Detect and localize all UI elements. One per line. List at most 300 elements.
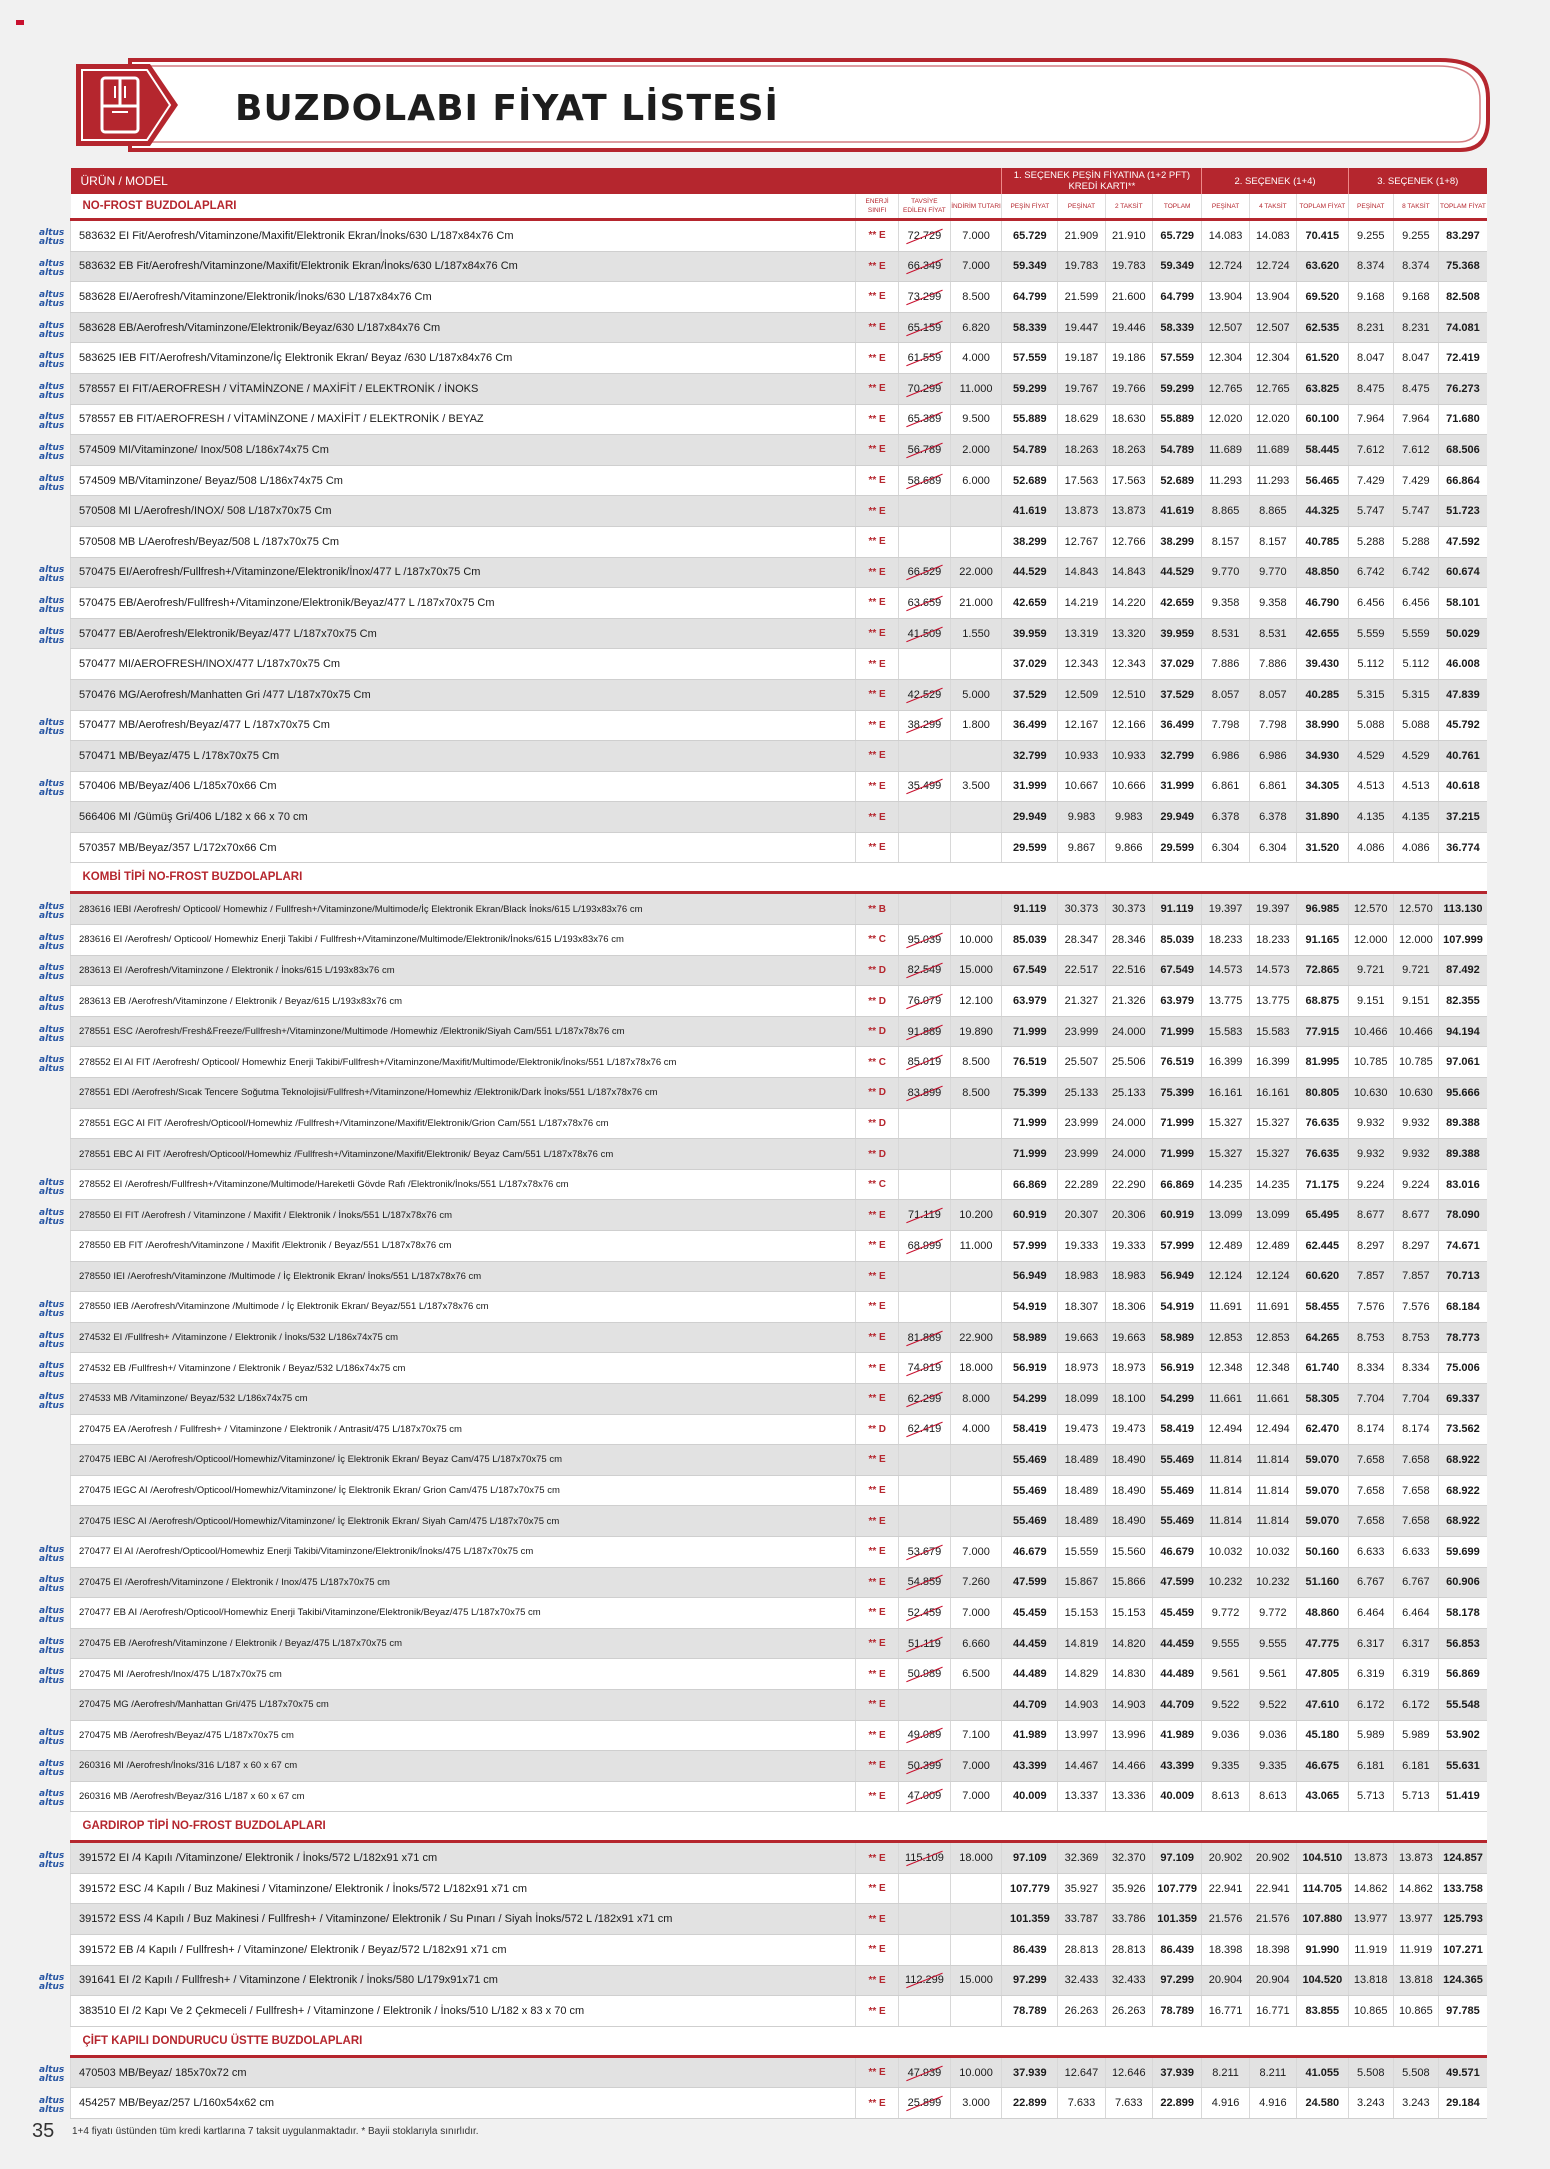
t1-cell: 24.000 [1105, 1139, 1152, 1170]
t1-cell: 18.983 [1105, 1261, 1152, 1292]
model-cell: 278551 EGC AI FIT /Aerofresh/Opticool/Homewhiz /Fullfresh+/Vitaminzone/Maxifit/Elektronik/Grion Cam/551 L/187x78x76 cm [71, 1108, 856, 1139]
p2-cell: 14.573 [1202, 955, 1249, 986]
pesin-cell: 97.299 [1002, 1965, 1058, 1996]
pesin-cell: 31.999 [1002, 771, 1058, 802]
indirim-cell: 19.890 [950, 1016, 1002, 1047]
option1-header: 1. SEÇENEK PEŞİN FİYATINA (1+2 PFT) KREDİ KARTI** [1002, 168, 1202, 194]
tavsiye-cell: 58.689 [899, 465, 951, 496]
table-row [71, 373, 1488, 404]
energy-cell: ** E [856, 1506, 899, 1537]
energy-cell: ** E [856, 1935, 899, 1966]
model-cell: 270475 IEGC AI /Aerofresh/Opticool/Homewhiz/Vitaminzone/ İç Elektronik Ekran/ Grion Cam/475 L/187x70x75 cm [71, 1475, 856, 1506]
t1-cell: 22.516 [1105, 955, 1152, 986]
indirim-cell [950, 496, 1002, 527]
table-row [71, 1475, 1488, 1506]
p1-cell: 7.633 [1058, 2088, 1105, 2119]
top3-cell: 76.273 [1438, 373, 1487, 404]
t2-cell: 11.814 [1249, 1506, 1296, 1537]
top3-cell: 71.680 [1438, 404, 1487, 435]
energy-cell: ** D [856, 1139, 899, 1170]
tavsiye-cell: 47.009 [899, 1781, 951, 1812]
tavsiye-cell [899, 802, 951, 833]
svg-text:altus: altus [39, 1299, 64, 1310]
p1-cell: 30.373 [1058, 893, 1105, 925]
top1-cell: 107.779 [1152, 1873, 1201, 1904]
model-cell: 574509 MI/Vitaminzone/ Inox/508 L/186x74x75 Cm [71, 435, 856, 466]
t2-cell: 9.555 [1249, 1628, 1296, 1659]
t2-cell: 6.861 [1249, 771, 1296, 802]
t1-cell: 12.343 [1105, 649, 1152, 680]
p3-cell: 10.466 [1348, 1016, 1393, 1047]
table-row [71, 771, 1488, 802]
model-cell: 570476 MG/Aerofresh/Manhatten Gri /477 L/187x70x75 Cm [71, 679, 856, 710]
subheader-cell: TOPLAM [1152, 194, 1201, 220]
energy-cell: ** E [856, 1996, 899, 2027]
t2-cell: 8.613 [1249, 1781, 1296, 1812]
top2-cell: 60.100 [1297, 404, 1349, 435]
table-row [71, 1720, 1488, 1751]
p3-cell: 6.456 [1348, 588, 1393, 619]
indirim-cell: 21.000 [950, 588, 1002, 619]
energy-cell: ** E [856, 404, 899, 435]
top3-cell: 82.508 [1438, 282, 1487, 313]
tavsiye-cell [899, 1108, 951, 1139]
top2-cell: 34.305 [1297, 771, 1349, 802]
top2-cell: 38.990 [1297, 710, 1349, 741]
t3-cell: 10.785 [1393, 1047, 1438, 1078]
p2-cell: 12.020 [1202, 404, 1249, 435]
tavsiye-cell: 47.939 [899, 2056, 951, 2088]
brand-logo-icon [38, 900, 64, 920]
p3-cell: 8.753 [1348, 1322, 1393, 1353]
top2-cell: 63.825 [1297, 373, 1349, 404]
t2-cell: 12.724 [1249, 251, 1296, 282]
model-cell: 278551 ESC /Aerofresh/Fresh&Freeze/Fullfresh+/Vitaminzone/Multimode /Homewhiz /Elektronik/Siyah Cam/551 L/187x78x76 cm [71, 1016, 856, 1047]
pesin-cell: 37.939 [1002, 2056, 1058, 2088]
indirim-cell: 7.260 [950, 1567, 1002, 1598]
model-cell: 570508 MI L/Aerofresh/INOX/ 508 L/187x70x75 Cm [71, 496, 856, 527]
top3-cell: 75.368 [1438, 251, 1487, 282]
indirim-cell: 10.000 [950, 925, 1002, 956]
tavsiye-cell: 38.299 [899, 710, 951, 741]
pesin-cell: 85.039 [1002, 925, 1058, 956]
top1-cell: 37.939 [1152, 2056, 1201, 2088]
model-cell: 278552 EI /Aerofresh/Fullfresh+/Vitaminzone/Multimode/Hareketli Gövde Rafı /Elektronik/İnoks/551 L/187x78x76 cm [71, 1169, 856, 1200]
tavsiye-cell [899, 1689, 951, 1720]
energy-cell: ** E [856, 2056, 899, 2088]
energy-cell: ** E [856, 1842, 899, 1874]
t1-cell: 33.786 [1105, 1904, 1152, 1935]
model-cell: 583628 EI/Aerofresh/Vitaminzone/Elektronik/İnoks/630 L/187x84x76 Cm [71, 282, 856, 313]
top2-cell: 62.470 [1297, 1414, 1349, 1445]
model-cell: 278550 EI FIT /Aerofresh / Vitaminzone / Maxifit / Elektronik / İnoks/551 L/187x78x76 cm [71, 1200, 856, 1231]
top3-cell: 124.365 [1438, 1965, 1487, 1996]
pesin-cell: 71.999 [1002, 1016, 1058, 1047]
brand-logo-icon [38, 1787, 64, 1807]
t3-cell: 8.174 [1393, 1414, 1438, 1445]
indirim-cell: 1.800 [950, 710, 1002, 741]
p3-cell: 6.464 [1348, 1598, 1393, 1629]
p1-cell: 33.787 [1058, 1904, 1105, 1935]
svg-text:altus: altus [39, 901, 64, 912]
top3-cell: 56.869 [1438, 1659, 1487, 1690]
t1-cell: 14.830 [1105, 1659, 1152, 1690]
table-row [71, 1353, 1488, 1384]
indirim-cell: 7.000 [950, 1781, 1002, 1812]
t1-cell: 18.263 [1105, 435, 1152, 466]
t1-cell: 19.783 [1105, 251, 1152, 282]
top2-cell: 114.705 [1297, 1873, 1349, 1904]
t2-cell: 12.853 [1249, 1322, 1296, 1353]
energy-cell: ** D [856, 986, 899, 1017]
top1-cell: 71.999 [1152, 1016, 1201, 1047]
p1-cell: 21.599 [1058, 282, 1105, 313]
top1-cell: 55.469 [1152, 1506, 1201, 1537]
top1-cell: 45.459 [1152, 1598, 1201, 1629]
t3-cell: 6.181 [1393, 1751, 1438, 1782]
tavsiye-cell: 53.679 [899, 1536, 951, 1567]
top2-cell: 69.520 [1297, 282, 1349, 313]
tavsiye-cell: 65.159 [899, 312, 951, 343]
indirim-cell: 4.000 [950, 343, 1002, 374]
top2-cell: 70.415 [1297, 220, 1349, 252]
indirim-cell [950, 741, 1002, 772]
p3-cell: 7.658 [1348, 1445, 1393, 1476]
section-header [71, 1812, 1488, 1842]
model-cell: 570475 EI/Aerofresh/Fullfresh+/Vitaminzone/Elektronik/İnox/477 L /187x70x75 Cm [71, 557, 856, 588]
t2-cell: 11.691 [1249, 1292, 1296, 1323]
svg-text:altus: altus [39, 1798, 64, 1808]
tavsiye-cell: 56.789 [899, 435, 951, 466]
top3-cell: 51.419 [1438, 1781, 1487, 1812]
table-row [71, 312, 1488, 343]
top1-cell: 59.349 [1152, 251, 1201, 282]
t1-cell: 15.153 [1105, 1598, 1152, 1629]
svg-text:altus: altus [39, 779, 64, 790]
p2-cell: 16.161 [1202, 1078, 1249, 1109]
pesin-cell: 59.349 [1002, 251, 1058, 282]
table-row [71, 1261, 1488, 1292]
p2-cell: 11.661 [1202, 1383, 1249, 1414]
top3-cell: 95.666 [1438, 1078, 1487, 1109]
p2-cell: 9.770 [1202, 557, 1249, 588]
top1-cell: 55.469 [1152, 1445, 1201, 1476]
svg-text:altus: altus [39, 1003, 64, 1013]
brand-logo-icon [38, 257, 64, 277]
top1-cell: 55.469 [1152, 1475, 1201, 1506]
p2-cell: 10.232 [1202, 1567, 1249, 1598]
indirim-cell: 22.900 [950, 1322, 1002, 1353]
top2-cell: 45.180 [1297, 1720, 1349, 1751]
t3-cell: 9.224 [1393, 1169, 1438, 1200]
svg-text:altus: altus [39, 1217, 64, 1227]
model-cell: 391572 EI /4 Kapılı /Vitaminzone/ Elektronik / İnoks/572 L/182x91 x71 cm [71, 1842, 856, 1874]
indirim-cell: 10.000 [950, 2056, 1002, 2088]
model-cell: 583628 EB/Aerofresh/Vitaminzone/Elektronik/Beyaz/630 L/187x84x76 Cm [71, 312, 856, 343]
top2-cell: 104.520 [1297, 1965, 1349, 1996]
top3-cell: 58.178 [1438, 1598, 1487, 1629]
top1-cell: 22.899 [1152, 2088, 1201, 2119]
table-row [71, 343, 1488, 374]
t1-cell: 12.166 [1105, 710, 1152, 741]
p3-cell: 6.172 [1348, 1689, 1393, 1720]
svg-text:altus: altus [39, 360, 64, 370]
t1-cell: 19.663 [1105, 1322, 1152, 1353]
p3-cell: 8.374 [1348, 251, 1393, 282]
tavsiye-cell [899, 832, 951, 863]
t3-cell: 9.255 [1393, 220, 1438, 252]
t2-cell: 14.083 [1249, 220, 1296, 252]
model-cell: 470503 MB/Beyaz/ 185x70x72 cm [71, 2056, 856, 2088]
p3-cell: 5.508 [1348, 2056, 1393, 2088]
top3-cell: 82.355 [1438, 986, 1487, 1017]
indirim-cell: 2.000 [950, 435, 1002, 466]
section-title: GARDIROP TİPİ NO-FROST BUZDOLAPLARI [71, 1812, 1488, 1842]
tavsiye-cell: 63.659 [899, 588, 951, 619]
top2-cell: 24.580 [1297, 2088, 1349, 2119]
indirim-cell: 7.000 [950, 1751, 1002, 1782]
energy-cell: ** E [856, 1720, 899, 1751]
t1-cell: 9.983 [1105, 802, 1152, 833]
p1-cell: 13.319 [1058, 618, 1105, 649]
tavsiye-cell [899, 1475, 951, 1506]
t2-cell: 11.689 [1249, 435, 1296, 466]
model-cell: 283613 EI /Aerofresh/Vitaminzone / Elektronik / İnoks/615 L/193x83x76 cm [71, 955, 856, 986]
t3-cell: 4.529 [1393, 741, 1438, 772]
svg-text:altus: altus [39, 565, 64, 576]
p1-cell: 23.999 [1058, 1108, 1105, 1139]
table-row [71, 1842, 1488, 1874]
t3-cell: 6.464 [1393, 1598, 1438, 1629]
top3-cell: 107.271 [1438, 1935, 1487, 1966]
tavsiye-cell: 112.299 [899, 1965, 951, 1996]
pesin-cell: 38.299 [1002, 526, 1058, 557]
table-row [71, 1506, 1488, 1537]
p1-cell: 15.867 [1058, 1567, 1105, 1598]
svg-text:altus: altus [39, 1636, 64, 1647]
subheader-cell: TOPLAM FİYAT [1297, 194, 1349, 220]
table-row [71, 1628, 1488, 1659]
tavsiye-cell [899, 1904, 951, 1935]
t2-cell: 6.986 [1249, 741, 1296, 772]
top1-cell: 64.799 [1152, 282, 1201, 313]
svg-text:altus: altus [39, 482, 64, 492]
subheader-cell: 8 TAKSİT [1393, 194, 1438, 220]
top3-cell: 68.922 [1438, 1506, 1487, 1537]
pesin-cell: 64.799 [1002, 282, 1058, 313]
tavsiye-cell [899, 1873, 951, 1904]
top1-cell: 44.459 [1152, 1628, 1201, 1659]
p2-cell: 19.397 [1202, 893, 1249, 925]
energy-cell: ** E [856, 526, 899, 557]
svg-text:altus: altus [39, 1584, 64, 1594]
t3-cell: 5.559 [1393, 618, 1438, 649]
model-cell: 270475 EA /Aerofresh / Fullfresh+ / Vitaminzone / Elektronik / Antrasit/475 L/187x70x75 cm [71, 1414, 856, 1445]
top3-cell: 78.773 [1438, 1322, 1487, 1353]
energy-cell: ** E [856, 1536, 899, 1567]
energy-cell: ** E [856, 1598, 899, 1629]
t1-cell: 14.843 [1105, 557, 1152, 588]
indirim-cell [950, 1506, 1002, 1537]
svg-text:altus: altus [39, 1789, 64, 1800]
tavsiye-cell: 51.119 [899, 1628, 951, 1659]
section-title: KOMBİ TİPİ NO-FROST BUZDOLAPLARI [71, 863, 1488, 893]
t2-cell: 12.304 [1249, 343, 1296, 374]
top1-cell: 85.039 [1152, 925, 1201, 956]
indirim-cell [950, 832, 1002, 863]
top1-cell: 41.989 [1152, 1720, 1201, 1751]
top3-cell: 83.016 [1438, 1169, 1487, 1200]
top1-cell: 66.869 [1152, 1169, 1201, 1200]
t2-cell: 15.327 [1249, 1139, 1296, 1170]
model-cell: 578557 EI FIT/AEROFRESH / VİTAMİNZONE / MAXİFİT / ELEKTRONİK / İNOKS [71, 373, 856, 404]
indirim-cell [950, 1475, 1002, 1506]
p3-cell: 10.785 [1348, 1047, 1393, 1078]
top3-cell: 97.061 [1438, 1047, 1487, 1078]
table-row [71, 1169, 1488, 1200]
p1-cell: 10.667 [1058, 771, 1105, 802]
tavsiye-cell: 62.299 [899, 1383, 951, 1414]
top2-cell: 76.635 [1297, 1139, 1349, 1170]
top3-cell: 60.674 [1438, 557, 1487, 588]
tavsiye-cell: 73.299 [899, 282, 951, 313]
top1-cell: 44.709 [1152, 1689, 1201, 1720]
top2-cell: 104.510 [1297, 1842, 1349, 1874]
p2-cell: 11.814 [1202, 1445, 1249, 1476]
model-cell: 566406 MI /Gümüş Gri/406 L/182 x 66 x 70 cm [71, 802, 856, 833]
t3-cell: 5.989 [1393, 1720, 1438, 1751]
t1-cell: 19.186 [1105, 343, 1152, 374]
table-row [71, 1414, 1488, 1445]
t1-cell: 7.633 [1105, 2088, 1152, 2119]
brand-logo-icon [38, 1359, 64, 1379]
p3-cell: 9.721 [1348, 955, 1393, 986]
svg-text:altus: altus [39, 1055, 64, 1066]
top3-cell: 113.130 [1438, 893, 1487, 925]
svg-text:altus: altus [39, 451, 64, 461]
svg-text:altus: altus [39, 228, 64, 239]
tavsiye-cell: 115.109 [899, 1842, 951, 1874]
table-row [71, 710, 1488, 741]
svg-text:altus: altus [39, 994, 64, 1005]
table-row [71, 1567, 1488, 1598]
top1-cell: 56.919 [1152, 1353, 1201, 1384]
top3-cell: 29.184 [1438, 2088, 1487, 2119]
p2-cell: 10.032 [1202, 1536, 1249, 1567]
table-row [71, 1659, 1488, 1690]
corner-mark [16, 20, 24, 25]
t1-cell: 18.100 [1105, 1383, 1152, 1414]
t2-cell: 8.865 [1249, 496, 1296, 527]
table-row [71, 1751, 1488, 1782]
energy-cell: ** E [856, 557, 899, 588]
energy-cell: ** E [856, 1475, 899, 1506]
top2-cell: 68.875 [1297, 986, 1349, 1017]
t2-cell: 13.904 [1249, 282, 1296, 313]
top2-cell: 80.805 [1297, 1078, 1349, 1109]
t3-cell: 13.873 [1393, 1842, 1438, 1874]
p1-cell: 28.813 [1058, 1935, 1105, 1966]
p1-cell: 15.153 [1058, 1598, 1105, 1629]
energy-cell: ** E [856, 832, 899, 863]
t1-cell: 12.510 [1105, 679, 1152, 710]
indirim-cell: 6.500 [950, 1659, 1002, 1690]
p3-cell: 7.964 [1348, 404, 1393, 435]
energy-cell: ** E [856, 1231, 899, 1262]
top3-cell: 47.839 [1438, 679, 1487, 710]
svg-text:altus: altus [39, 1553, 64, 1563]
top3-cell: 56.853 [1438, 1628, 1487, 1659]
top3-cell: 40.761 [1438, 741, 1487, 772]
energy-cell: ** E [856, 1659, 899, 1690]
model-cell: 383510 EI /2 Kapı Ve 2 Çekmeceli / Fullfresh+ / Vitaminzone / Elektronik / İnoks/510 L/182 x 83 x 70 cm [71, 1996, 856, 2027]
brand-logo-icon [38, 1390, 64, 1410]
pesin-cell: 40.009 [1002, 1781, 1058, 1812]
p1-cell: 26.263 [1058, 1996, 1105, 2027]
t2-cell: 9.770 [1249, 557, 1296, 588]
svg-text:altus: altus [39, 595, 64, 606]
top1-cell: 37.029 [1152, 649, 1201, 680]
top2-cell: 40.785 [1297, 526, 1349, 557]
p1-cell: 14.903 [1058, 1689, 1105, 1720]
model-cell: 278550 EB FIT /Aerofresh/Vitaminzone / Maxifit /Elektronik / Beyaz/551 L/187x78x76 cm [71, 1231, 856, 1262]
tavsiye-cell: 85.019 [899, 1047, 951, 1078]
svg-text:altus: altus [39, 963, 64, 974]
p1-cell: 22.517 [1058, 955, 1105, 986]
brand-logo-icon [38, 410, 64, 430]
tavsiye-cell: 41.509 [899, 618, 951, 649]
top2-cell: 64.265 [1297, 1322, 1349, 1353]
p3-cell: 5.747 [1348, 496, 1393, 527]
p3-cell: 7.857 [1348, 1261, 1393, 1292]
t2-cell: 11.814 [1249, 1445, 1296, 1476]
option2-header: 2. SEÇENEK (1+4) [1202, 168, 1348, 194]
top3-cell: 87.492 [1438, 955, 1487, 986]
p3-cell: 9.932 [1348, 1139, 1393, 1170]
pesin-cell: 76.519 [1002, 1047, 1058, 1078]
pesin-cell: 54.299 [1002, 1383, 1058, 1414]
t1-cell: 13.336 [1105, 1781, 1152, 1812]
energy-cell: ** E [856, 1200, 899, 1231]
top3-cell: 58.101 [1438, 588, 1487, 619]
p1-cell: 19.447 [1058, 312, 1105, 343]
indirim-cell [950, 1935, 1002, 1966]
pesin-cell: 66.869 [1002, 1169, 1058, 1200]
top3-cell: 60.906 [1438, 1567, 1487, 1598]
t1-cell: 35.926 [1105, 1873, 1152, 1904]
p1-cell: 19.187 [1058, 343, 1105, 374]
brand-logo-icon [38, 1176, 64, 1196]
section-header [71, 863, 1488, 893]
energy-cell: ** E [856, 2088, 899, 2119]
svg-text:altus: altus [39, 1361, 64, 1372]
top1-cell: 37.529 [1152, 679, 1201, 710]
top1-cell: 97.109 [1152, 1842, 1201, 1874]
p1-cell: 18.307 [1058, 1292, 1105, 1323]
t3-cell: 5.088 [1393, 710, 1438, 741]
energy-cell: ** B [856, 893, 899, 925]
top3-cell: 75.006 [1438, 1353, 1487, 1384]
top2-cell: 43.065 [1297, 1781, 1349, 1812]
t3-cell: 7.964 [1393, 404, 1438, 435]
energy-cell: ** E [856, 1292, 899, 1323]
t3-cell: 5.747 [1393, 496, 1438, 527]
table-row [71, 1292, 1488, 1323]
tavsiye-cell: 66.349 [899, 251, 951, 282]
pesin-cell: 55.469 [1002, 1445, 1058, 1476]
t1-cell: 13.996 [1105, 1720, 1152, 1751]
t2-cell: 12.020 [1249, 404, 1296, 435]
